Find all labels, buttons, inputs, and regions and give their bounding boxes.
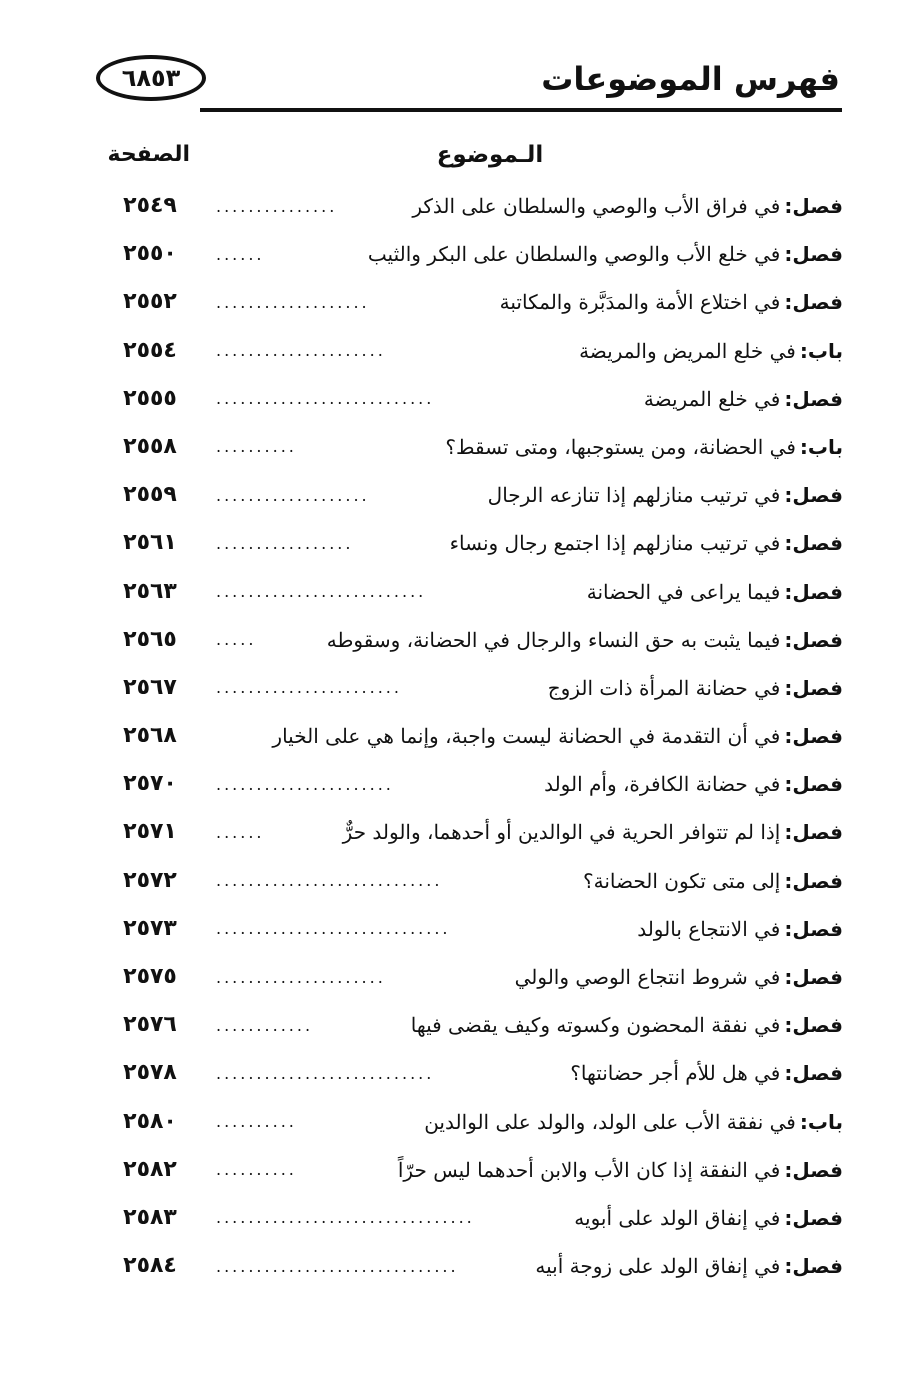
entry-page-number: ٢٥٦٨ [123,723,177,749]
index-entry [110,186,843,234]
dot-leader: ................... [216,485,370,505]
page-number: ٦٨٥٣ [121,64,181,92]
entry-page-number: ٢٥٦٧ [123,674,177,700]
entry-label: فصل: [784,627,843,652]
entry-page-number: ٢٥٦١ [123,530,177,556]
index-entry [110,1246,843,1294]
entry-page-number: ٢٥٤٩ [123,193,177,218]
dot-leader: ........................... [216,1063,435,1083]
dot-leader: ............... [216,196,338,216]
index-entry [110,1102,843,1150]
entry-title: في خلع المريضة [643,386,781,411]
entry-label: فصل: [784,1205,843,1230]
entry-label: باب: [799,434,843,459]
dot-leader: .......................... [216,582,427,601]
entry-label: فصل: [784,242,843,267]
entry-title: في هل للأم أجر حضانتها؟ [570,1061,781,1086]
index-entry [110,1198,843,1246]
index-entry [110,234,843,282]
index-entry [110,523,843,571]
entry-text [216,1246,843,1286]
entry-page-number: ٢٥٥٠ [123,241,177,267]
dot-leader: ...................... [216,774,394,794]
index-entry [110,475,843,523]
entry-title: في فراق الأب والوصي والسلطان على الذكر [412,194,781,218]
dot-leader: .......... [216,1160,297,1180]
entry-label: فصل: [784,531,843,556]
index-entry [110,764,843,812]
entry-text [216,1053,843,1093]
dot-leader: ..... [216,630,257,650]
entry-title: في خلع الأب والوصي والسلطان على البكر والثيب [367,242,781,267]
header-divider [200,108,842,112]
entry-title: في نفقة المحضون وكسوته وكيف يقضى فيها [410,1013,781,1038]
entry-label: باب: [799,338,843,363]
entry-label: فصل: [784,1061,843,1086]
entry-title: في إنفاق الولد على زوجة أبيه [535,1254,781,1279]
entry-title: في الانتجاع بالولد [637,916,781,941]
entry-title: في ترتيب منازلهم إذا تنازعه الرجال [487,483,781,508]
entry-label: فصل: [784,724,843,749]
dot-leader: .......... [216,1112,297,1132]
entry-label: فصل: [784,965,843,989]
index-entry [110,572,843,620]
entry-title: في شروط انتجاع الوصي والولي [514,965,781,989]
entry-page-number: ٢٥٧٣ [123,915,177,941]
entry-page-number: ٢٥٥٨ [123,433,177,459]
entry-page-number: ٢٥٨٢ [123,1156,177,1182]
entry-page-number: ٢٥٨٣ [123,1204,177,1230]
index-entry [110,1053,843,1101]
entry-title: في النفقة إذا كان الأب والابن أحدهما ليس حرّاً [397,1157,781,1182]
entry-text [216,331,843,371]
entry-label: فصل: [784,916,843,941]
entry-title: في حضانة المرأة ذات الزوج [547,675,781,700]
index-entry [110,957,843,1005]
entry-page-number: ٢٥٨٠ [123,1108,177,1134]
dot-leader: .............................. [216,1256,459,1276]
entry-text [216,716,843,756]
entry-title: في اختلاع الأمة والمدَبَّرة والمكاتبة [499,290,781,315]
entry-text [216,475,843,515]
entry-text [216,812,843,852]
entry-text [216,668,843,708]
entry-label: فصل: [784,290,843,315]
index-entry [110,620,843,668]
entry-title: في خلع المريض والمريضة [579,338,796,363]
entry-page-number: ٢٥٥٩ [123,482,177,508]
entry-page-number: ٢٥٧٨ [123,1060,177,1086]
entry-text [216,186,843,226]
entry-title: في أن التقدمة في الحضانة ليست واجبة، وإنما هي على الخيار [272,724,781,749]
entry-label: فصل: [784,772,843,797]
entry-title: إذا لم تتوافر الحرية في الوالدين أو أحدهما، والولد حرٌّ [342,820,781,845]
entry-page-number: ٢٥٧٢ [123,867,177,893]
entry-text [216,523,843,563]
entry-title: في نفقة الأب على الولد، والولد على الوالدين [424,1109,796,1134]
entry-text [216,379,843,419]
entry-text [216,234,843,274]
entry-page-number: ٢٥٧٥ [123,964,177,989]
dot-leader: ............................. [216,919,451,939]
entry-label: فصل: [784,483,843,508]
index-entry [110,282,843,330]
entry-text [216,764,843,804]
entry-label: فصل: [784,386,843,411]
entry-text [216,1102,843,1142]
entry-title: في ترتيب منازلهم إذا اجتمع رجال ونساء [449,531,781,556]
dot-leader: ........................... [216,389,435,409]
dot-leader: ............ [216,1015,314,1035]
dot-leader: ...... [216,822,265,842]
dot-leader: ................................ [216,1208,475,1228]
entry-label: فصل: [784,194,843,218]
entry-page-number: ٢٥٥٢ [123,289,177,315]
dot-leader: ................. [216,533,354,553]
entry-page-number: ٢٥٧٠ [123,771,177,797]
entry-page-number: ٢٥٨٤ [123,1253,177,1279]
index-entry [110,716,843,764]
index-entry [110,668,843,716]
entry-page-number: ٢٥٧١ [123,819,177,845]
entry-page-number: ٢٥٦٣ [123,578,177,604]
entry-label: فصل: [784,1013,843,1038]
dot-leader: ..................... [216,341,386,361]
entry-label: فصل: [784,868,843,893]
entry-text [216,1005,843,1045]
index-entry [110,331,843,379]
page-column-heading: الصفحة [107,142,190,167]
entry-title: فيما يراعى في الحضانة [586,579,781,604]
entry-label: فصل: [784,820,843,845]
index-entries [110,186,843,1294]
index-entry [110,1150,843,1198]
topic-column-heading: الـموضوع [436,142,544,168]
entry-text [216,572,843,612]
entry-page-number: ٢٥٥٥ [123,385,177,411]
index-entry [110,812,843,860]
index-entry [110,427,843,475]
entry-page-number: ٢٥٥٤ [123,337,177,363]
index-entry [110,909,843,957]
entry-title: إلى متى تكون الحضانة؟ [583,868,781,893]
entry-label: فصل: [784,579,843,604]
entry-text [216,427,843,467]
entry-title: فيما يثبت به حق النساء والرجال في الحضانة، وسقوطه [326,627,781,652]
entry-label: فصل: [784,1254,843,1279]
dot-leader: ....................... [216,678,402,698]
entry-label: فصل: [784,675,843,700]
entry-title: في حضانة الكافرة، وأم الولد [544,772,781,797]
index-entry [110,1005,843,1053]
entry-title: في الحضانة، ومن يستوجبها، ومتى تسقط؟ [445,434,796,459]
entry-text [216,1198,843,1238]
entry-text [216,909,843,949]
entry-page-number: ٢٥٧٦ [123,1012,177,1038]
entry-text [216,282,843,322]
index-entry [110,861,843,909]
dot-leader: ............................ [216,871,443,891]
entry-text [216,1150,843,1190]
dot-leader: ................... [216,292,370,312]
entry-label: فصل: [784,1157,843,1182]
entry-text [216,620,843,660]
dot-leader: .......... [216,437,297,457]
dot-leader: ..................... [216,967,386,987]
index-entry [110,379,843,427]
entry-label: باب: [799,1109,843,1134]
entry-text [216,861,843,901]
entry-text [216,957,843,997]
entry-title: في إنفاق الولد على أبويه [574,1205,781,1230]
page-title: فهرس الموضوعات [541,60,840,98]
entry-page-number: ٢٥٦٥ [123,626,177,652]
page-number-badge [96,55,206,101]
dot-leader: ...... [216,244,265,264]
